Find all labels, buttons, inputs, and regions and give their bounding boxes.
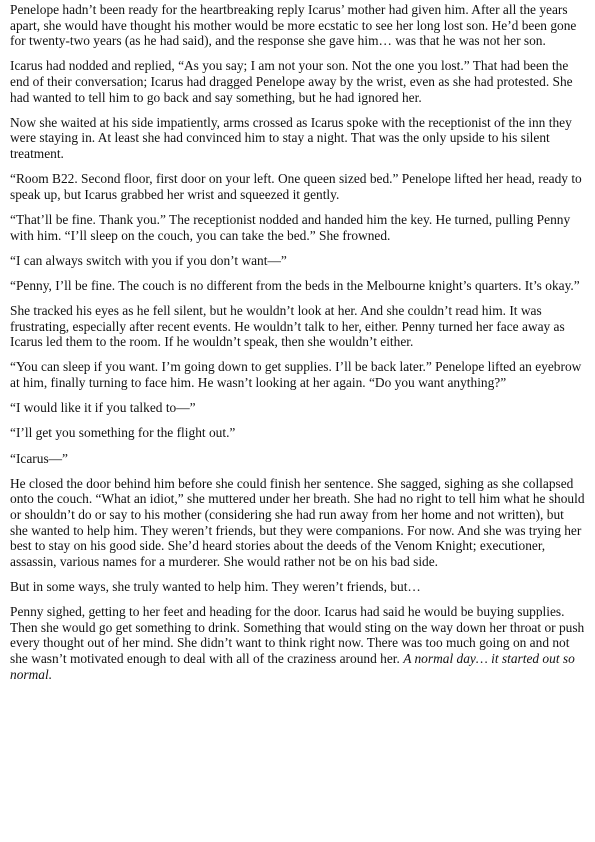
closing-italic-line: A normal day… it started out so normal.	[10, 650, 575, 682]
paragraph-10: “I would like it if you talked to—”	[10, 400, 196, 416]
paragraph-15	[10, 604, 585, 682]
paragraph-2: Icarus had nodded and replied, “As you say; I am not your son. Not the one you lost.” That had been the end of their conversation; Icarus had dragged Penelope away by the wrist, even as she had protested. She had wanted to tell him to go back and say something, but he had ignored her.	[10, 58, 573, 105]
paragraph-13: He closed the door behind him before she could finish her sentence. She sagged, sighing as she collapsed onto the couch. “What an idiot,” she muttered under her breath. She had no right to tell him what he should or shouldn’t do or say to his mother (considering she had run away from her home and not written), but she wanted to help him. They weren’t friends, but they were companions. For now. And she was trying her best to stay on his good side. She’d heard stories about the deeds of the Venom Knight; executioner, assassin, various names for a murderer. She would rather not be on his bad side.	[10, 475, 585, 569]
paragraph-14: But in some ways, she truly wanted to help him. They weren’t friends, but…	[10, 578, 421, 594]
paragraph-4: “Room B22. Second floor, first door on your left. One queen sized bed.” Penelope lifted her head, ready to speak up, but Icarus grabbed her wrist and squeezed it gently.	[10, 171, 582, 202]
paragraph-9: “You can sleep if you want. I’m going down to get supplies. I’ll be back later.” Penelope lifted an eyebrow at him, finally turning to face him. He wasn’t looking at her again. “Do you want anything?”	[10, 359, 582, 391]
paragraph-11: “I’ll get you something for the flight out.”	[10, 425, 236, 441]
paragraph-5: “That’ll be fine. Thank you.” The receptionist nodded and handed him the key. He turned, pulling Penny with him. “I’ll sleep on the couch, you can take the bed.” She frowned.	[10, 211, 571, 243]
paragraph-1: Penelope hadn’t been ready for the heartbreaking reply Icarus’ mother had given him. After all the years apart, she would have thought his mother would be more ecstatic to see her long lost son. He’d been gone for twenty-two years (as he had said), and the response she gave him… was that he was not her son.	[10, 2, 577, 49]
paragraph-15-text: Penny sighed, getting to her feet and heading for the door. Icarus had said he would be buying supplies. Then she would go get something to drink. Something that would sting on the way down her throat or push every thought out of her mind. She didn’t want to think right now. There was too much going on and not she wasn’t motivated enough to deal with all of the craziness around her.	[10, 604, 585, 666]
paragraph-7: “Penny, I’ll be fine. The couch is no different from the beds in the Melbourne knight’s quarters. It’s okay.”	[10, 277, 580, 293]
paragraph-6: “I can always switch with you if you don’t want—”	[10, 252, 287, 268]
paragraph-3: Now she waited at his side impatiently, arms crossed as Icarus spoke with the receptionist of the inn they were staying in. At least she had convinced him to stay a night. That was the only upside to his silent treatment.	[10, 114, 572, 161]
paragraph-8: She tracked his eyes as he fell silent, but he wouldn’t look at her. And she couldn’t read him. It was frustrating, especially after recent events. He wouldn’t talk to her, either. Penny turned her face away as Icarus led them to the room. If he wouldn’t speak, then she wouldn’t either.	[10, 303, 565, 350]
paragraph-12: “Icarus—”	[10, 450, 68, 466]
